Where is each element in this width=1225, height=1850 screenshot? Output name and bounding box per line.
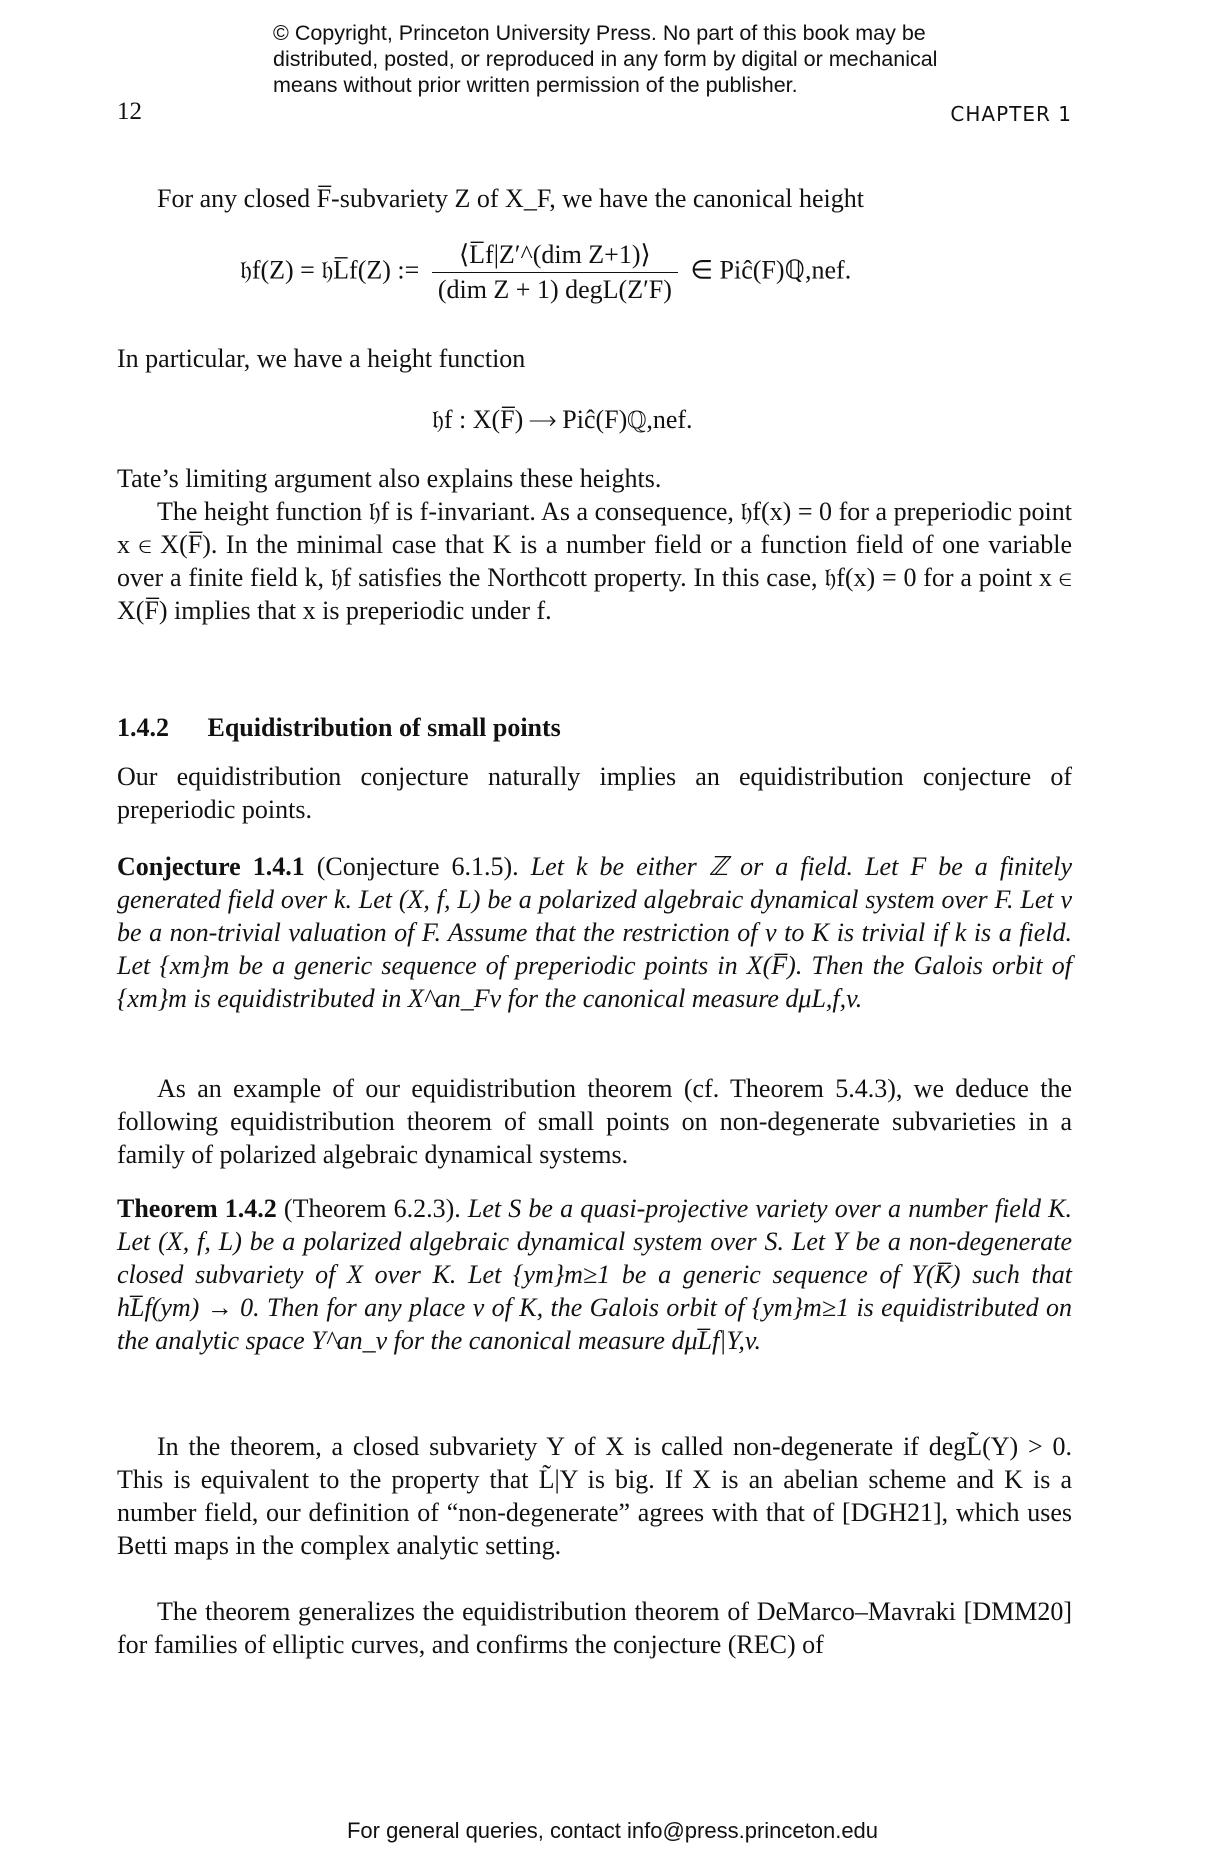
section-heading [117, 713, 561, 743]
theorem-ref: (Theorem 6.2.3). [283, 1194, 461, 1223]
equation-rhs: ∈ Piĉ(F)ℚ,nef. [690, 255, 852, 285]
paragraph-text: Our equidistribution conjecture naturally implies an equidistribution conjecture of preperiodic points. [117, 762, 1072, 824]
paragraph-nondegenerate [117, 1430, 1072, 1562]
height-function-equation: 𝔥f : X(F̅) ⟶ Piĉ(F)ℚ,nef. [432, 405, 693, 434]
theorem-text [117, 1192, 1072, 1357]
theorem-statement: Let S be a quasi-projective variety over a number field K. Let (X, f, L) be a polarized algebraic dynamical system over S. Let Y be a non-degenerate closed subvariety of X over K. Let {ym}m≥1 be a generic sequence of Y(K̅) such that hL̅f(ym) → 0. Then for any place v of K, the Galois orbit of {ym}m≥1 is equidistributed on the analytic space Y^an_v for the canonical measure dμL̅f|Y,v. [117, 1194, 1072, 1355]
intro-line: For any closed F̅-subvariety Z of X_F, we have the canonical height [157, 184, 864, 213]
copyright-line: means without prior written permission of the publisher. [273, 73, 798, 97]
conjecture-block [117, 850, 1072, 1015]
page-number: 12 [117, 98, 142, 125]
section-number: 1.4.2 [117, 713, 169, 742]
theorem-label: Theorem 1.4.2 [117, 1194, 277, 1223]
paragraph-particular: In particular, we have a height function [117, 344, 526, 373]
copyright-line: © Copyright, Princeton University Press. No part of this book may be [273, 21, 926, 45]
paragraph-generalizes [117, 1595, 1072, 1661]
copyright-line: distributed, posted, or reproduced in any form by digital or mechanical [273, 47, 938, 71]
fraction-denominator: (dim Z + 1) degL(Z′F) [437, 275, 672, 304]
section-title: Equidistribution of small points [207, 713, 561, 742]
conjecture-ref: (Conjecture 6.1.5). [316, 852, 519, 881]
paragraph-text: In the theorem, a closed subvariety Y of X is called non-degenerate if degL̃(Y) > 0. This is equivalent to the property that L̃|Y is big. If X is an abelian scheme and K is a number field, our definition of “non-degenerate” agrees with that of [DGH21], which uses Betti maps in the complex analytic setting. [117, 1432, 1072, 1560]
theorem-block [117, 1192, 1072, 1357]
copyright-notice [273, 20, 993, 98]
paragraph-example [117, 1072, 1072, 1171]
paragraph-text: The height function 𝔥f is f-invariant. As a consequence, 𝔥f(x) = 0 for a preperiodic point x ∈ X(F̅). In the minimal case that K is a number field or a function field of one variable over a finite field k, 𝔥f satisfies the Northcott property. In this case, 𝔥f(x) = 0 for a point x ∈ X(F̅) implies that x is preperiodic under f. [117, 497, 1072, 625]
paragraph-text: As an example of our equidistribution theorem (cf. Theorem 5.4.3), we deduce the following equidistribution theorem of small points on non-degenerate subvarieties in a family of polarized algebraic dynamical systems. [117, 1074, 1072, 1169]
conjecture-text [117, 850, 1072, 1015]
equation-fraction [432, 238, 678, 307]
paragraph-equidistribution [117, 760, 1072, 826]
chapter-header: CHAPTER 1 [950, 102, 1072, 126]
paragraph-tate: Tate’s limiting argument also explains these heights. [117, 464, 662, 493]
footer-contact: For general queries, contact info@press.princeton.edu [346, 1818, 879, 1843]
canonical-height-equation [240, 238, 851, 307]
conjecture-statement: Let k be either ℤ or a field. Let F be a finitely generated field over k. Let (X, f, L) be a polarized algebraic dynamical system over F. Let v be a non-trivial valuation of F. Assume that the restriction of v to K is trivial if k is a field. Let {xm}m be a generic sequence of preperiodic points in X(F̅). Then the Galois orbit of {xm}m is equidistributed in X^an_Fv for the canonical measure dμL,f,v. [117, 852, 1073, 1013]
equation-lhs: 𝔥f(Z) = 𝔥L̅f(Z) := [240, 255, 420, 285]
paragraph-invariant [117, 495, 1072, 627]
paragraph-text: The theorem generalizes the equidistribution theorem of DeMarco–Mavraki [DMM20] for families of elliptic curves, and confirms the conjecture (REC) of [117, 1597, 1072, 1659]
conjecture-label: Conjecture 1.4.1 [117, 852, 305, 881]
fraction-numerator: ⟨L̅f|Z′^(dim Z+1)⟩ [432, 238, 678, 273]
